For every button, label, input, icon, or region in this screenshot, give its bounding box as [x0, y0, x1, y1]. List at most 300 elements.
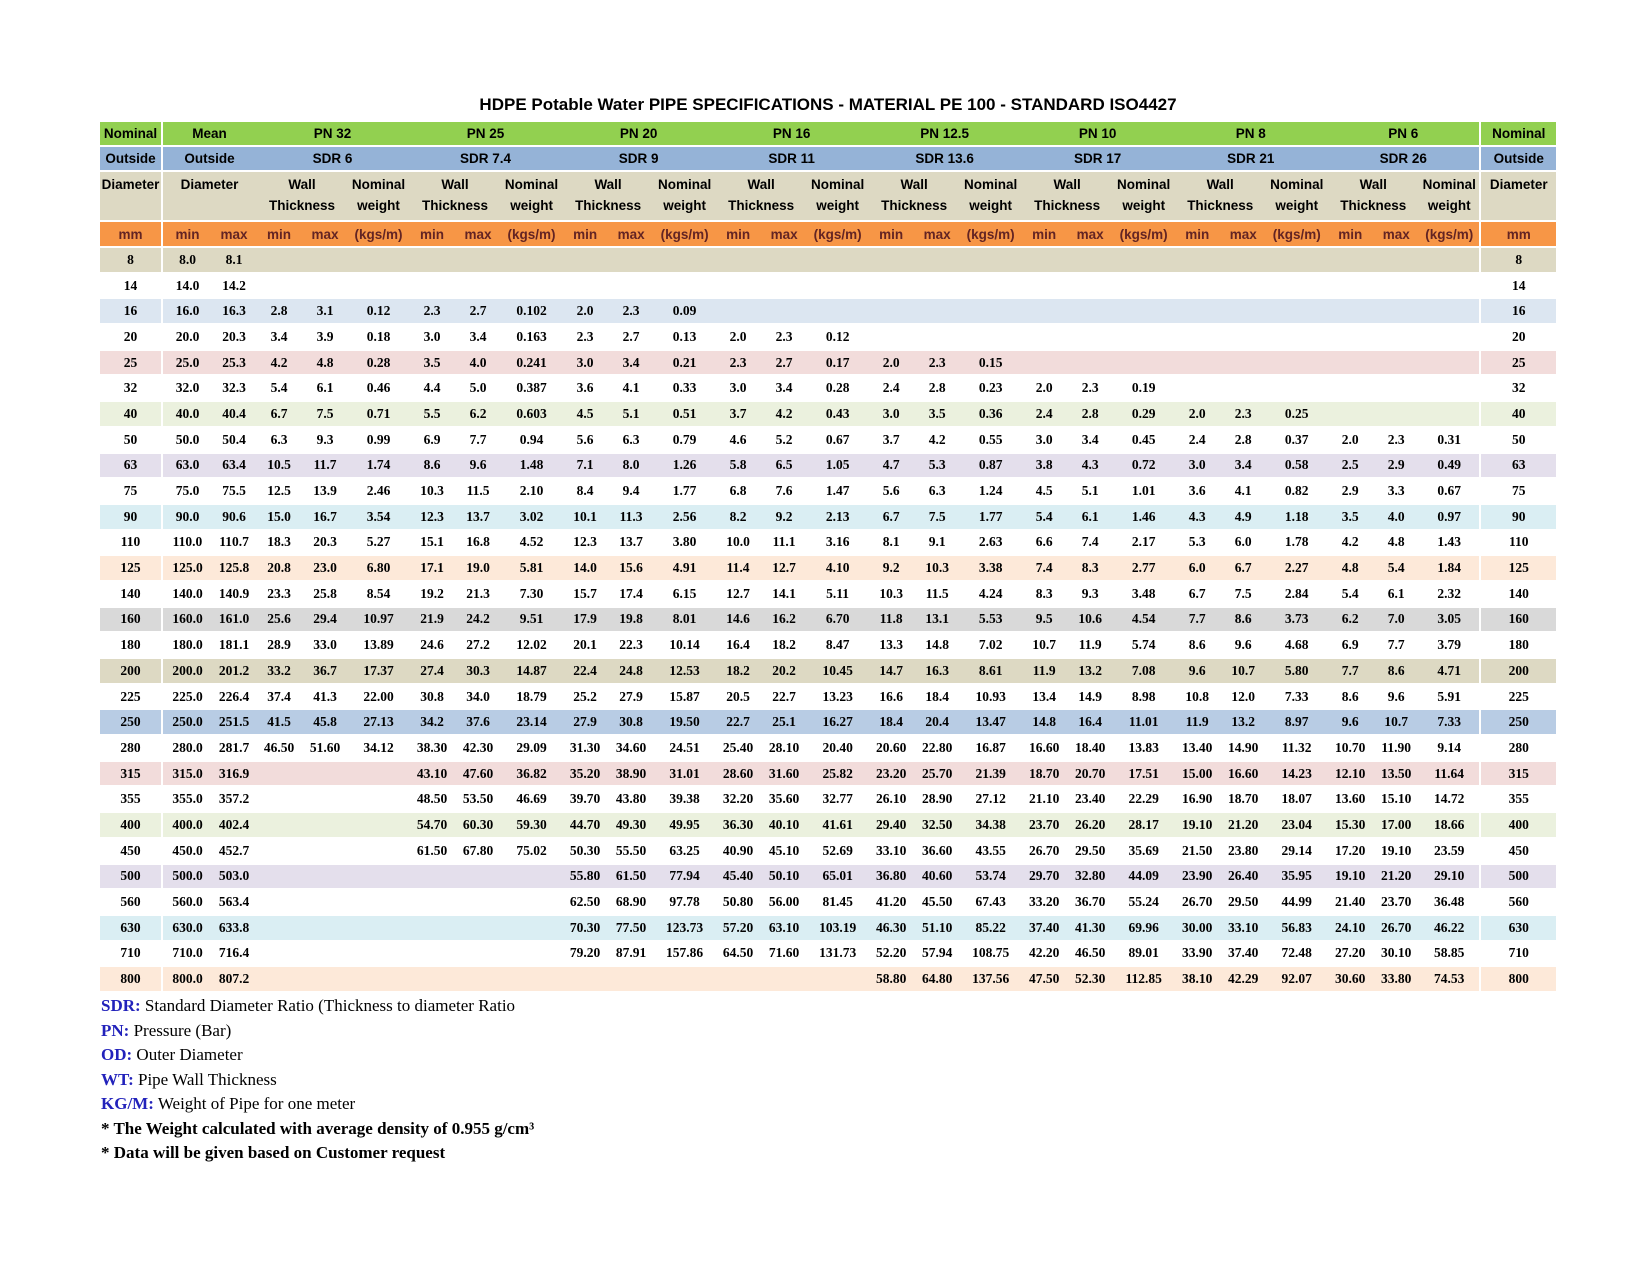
cell: 3.0: [409, 324, 455, 350]
cell: 87.91: [608, 941, 654, 967]
cell: [1266, 298, 1327, 324]
cell: [501, 273, 562, 299]
mean-od-min-cell: 450.0: [162, 838, 212, 864]
cell: 0.387: [501, 375, 562, 401]
nominal-diameter-cell: 110: [100, 530, 162, 556]
wall-thickness-header-2: Wall Thickness: [562, 171, 654, 221]
cell: 27.20: [1327, 941, 1373, 967]
table-row-dn-200: [100, 658, 1556, 684]
cell: 4.1: [608, 375, 654, 401]
cell: 8.54: [348, 581, 409, 607]
cell: [1419, 247, 1480, 273]
cell: 33.2: [256, 658, 302, 684]
pn-header-0: PN 32: [256, 122, 409, 146]
cell: 14.7: [868, 658, 914, 684]
cell: 0.71: [348, 401, 409, 427]
cell: 14.0: [562, 555, 608, 581]
cell: [608, 247, 654, 273]
cell: 49.95: [654, 812, 715, 838]
cell: 1.77: [960, 504, 1021, 530]
kgs-m-header-4: (kgs/m): [960, 221, 1021, 247]
cell: 43.55: [960, 838, 1021, 864]
cell: 18.4: [914, 684, 960, 710]
cell: 25.6: [256, 607, 302, 633]
cell: 35.69: [1113, 838, 1174, 864]
cell: 1.78: [1266, 530, 1327, 556]
min-header-2: min: [562, 221, 608, 247]
table-row-dn-315: [100, 761, 1556, 787]
cell: 3.05: [1419, 607, 1480, 633]
cell: [256, 812, 302, 838]
cell: 0.102: [501, 298, 562, 324]
cell: 10.97: [348, 607, 409, 633]
cell: [1174, 324, 1220, 350]
cell: [807, 273, 868, 299]
cell: 6.1: [1067, 504, 1113, 530]
cell: 0.43: [807, 401, 868, 427]
cell: 6.7: [1174, 581, 1220, 607]
cell: 6.5: [761, 453, 807, 479]
mean-od-min-cell: 14.0: [162, 273, 212, 299]
table-row-dn-180: [100, 632, 1556, 658]
pn-header-7: PN 6: [1327, 122, 1480, 146]
table-row-dn-40: [100, 401, 1556, 427]
cell: 33.80: [1373, 966, 1419, 992]
pn-header-5: PN 10: [1021, 122, 1174, 146]
cell: 10.3: [409, 478, 455, 504]
mean-od-max-cell: 8.1: [212, 247, 256, 273]
nominal-diameter-cell: 32: [100, 375, 162, 401]
cell: [562, 966, 608, 992]
cell: 7.08: [1113, 658, 1174, 684]
cell: 11.9: [1067, 632, 1113, 658]
cell: [1419, 273, 1480, 299]
cell: 44.09: [1113, 864, 1174, 890]
cell: 11.01: [1113, 709, 1174, 735]
cell: 13.23: [807, 684, 868, 710]
cell: [409, 889, 455, 915]
cell: 45.8: [302, 709, 348, 735]
cell: 23.59: [1419, 838, 1480, 864]
mean-od-min-cell: 8.0: [162, 247, 212, 273]
table-row-dn-355: [100, 786, 1556, 812]
cell: 21.10: [1021, 786, 1067, 812]
cell: 0.13: [654, 324, 715, 350]
mean-od-min-cell: 20.0: [162, 324, 212, 350]
mean-od-max-cell: 90.6: [212, 504, 256, 530]
footnote-text: Data will be given based on Customer request: [109, 1143, 446, 1162]
cell: [455, 247, 501, 273]
cell: 16.3: [914, 658, 960, 684]
cell: 1.18: [1266, 504, 1327, 530]
cell: [302, 889, 348, 915]
cell: 12.7: [715, 581, 761, 607]
cell: 37.4: [256, 684, 302, 710]
mean-od-min-cell: 32.0: [162, 375, 212, 401]
nominal-diameter-cell-right: 160: [1480, 607, 1556, 633]
cell: 157.86: [654, 941, 715, 967]
cell: 50.10: [761, 864, 807, 890]
cell: 8.6: [1220, 607, 1266, 633]
cell: 3.3: [1373, 478, 1419, 504]
cell: 13.4: [1021, 684, 1067, 710]
cell: [1327, 350, 1373, 376]
cell: [1220, 273, 1266, 299]
mean-od-header: Mean: [162, 122, 256, 146]
cell: 5.8: [715, 453, 761, 479]
cell: 51.10: [914, 915, 960, 941]
table-row-dn-160: [100, 607, 1556, 633]
cell: 20.1: [562, 632, 608, 658]
cell: 14.8: [914, 632, 960, 658]
cell: 6.2: [1327, 607, 1373, 633]
cell: 27.13: [348, 709, 409, 735]
cell: [1266, 247, 1327, 273]
cell: [1327, 298, 1373, 324]
cell: 4.24: [960, 581, 1021, 607]
cell: 9.3: [1067, 581, 1113, 607]
cell: 6.15: [654, 581, 715, 607]
cell: 47.50: [1021, 966, 1067, 992]
mean-od-min-cell: 315.0: [162, 761, 212, 787]
cell: 13.7: [455, 504, 501, 530]
cell: 11.7: [302, 453, 348, 479]
cell: 15.87: [654, 684, 715, 710]
cell: [501, 247, 562, 273]
mean-od-max-cell: 452.7: [212, 838, 256, 864]
mean-od-min-cell: 800.0: [162, 966, 212, 992]
cell: 9.6: [455, 453, 501, 479]
cell: 27.9: [608, 684, 654, 710]
nominal-weight-header-7: Nominal weight: [1419, 171, 1480, 221]
cell: 26.40: [1220, 864, 1266, 890]
cell: 10.6: [1067, 607, 1113, 633]
cell: 33.10: [868, 838, 914, 864]
cell: 38.90: [608, 761, 654, 787]
cell: 0.15: [960, 350, 1021, 376]
footnote-label: *: [101, 1118, 110, 1138]
cell: [1220, 350, 1266, 376]
cell: 22.3: [608, 632, 654, 658]
nominal-diameter-cell-right: 110: [1480, 530, 1556, 556]
cell: 5.1: [608, 401, 654, 427]
cell: 4.9: [1220, 504, 1266, 530]
cell: 5.11: [807, 581, 868, 607]
pipe-spec-table: [100, 122, 1556, 993]
cell: 5.3: [914, 453, 960, 479]
nominal-diameter-cell-right: 14: [1480, 273, 1556, 299]
cell: 11.9: [1174, 709, 1220, 735]
cell: 9.51: [501, 607, 562, 633]
cell: [608, 966, 654, 992]
cell: 2.3: [1373, 427, 1419, 453]
cell: [1174, 375, 1220, 401]
min-header-5: min: [1021, 221, 1067, 247]
cell: 6.9: [1327, 632, 1373, 658]
cell: [501, 889, 562, 915]
cell: [1373, 401, 1419, 427]
table-row-dn-125: [100, 555, 1556, 581]
nominal-diameter-cell: 125: [100, 555, 162, 581]
cell: 71.60: [761, 941, 807, 967]
cell: 64.50: [715, 941, 761, 967]
footnote-text: Standard Diameter Ratio (Thickness to diameter Ratio: [140, 996, 516, 1015]
nominal-od-header: Diameter: [100, 171, 162, 221]
cell: 39.38: [654, 786, 715, 812]
nominal-diameter-cell-right: 400: [1480, 812, 1556, 838]
cell: 30.60: [1327, 966, 1373, 992]
cell: 29.14: [1266, 838, 1327, 864]
table-row-dn-14: [100, 273, 1556, 299]
cell: 2.46: [348, 478, 409, 504]
cell: 3.38: [960, 555, 1021, 581]
cell: 1.47: [807, 478, 868, 504]
cell: [302, 941, 348, 967]
cell: 24.6: [409, 632, 455, 658]
cell: [256, 247, 302, 273]
cell: 2.17: [1113, 530, 1174, 556]
cell: 26.70: [1373, 915, 1419, 941]
cell: 36.82: [501, 761, 562, 787]
cell: 4.4: [409, 375, 455, 401]
nominal-diameter-cell: 20: [100, 324, 162, 350]
cell: 19.8: [608, 607, 654, 633]
cell: 18.2: [715, 658, 761, 684]
cell: 7.7: [1174, 607, 1220, 633]
cell: 3.0: [1021, 427, 1067, 453]
nominal-diameter-cell-right: 90: [1480, 504, 1556, 530]
cell: 0.49: [1419, 453, 1480, 479]
wall-thickness-header-0: Wall Thickness: [256, 171, 348, 221]
cell: [914, 273, 960, 299]
cell: [1021, 273, 1067, 299]
mean-od-max-cell: 357.2: [212, 786, 256, 812]
cell: 3.48: [1113, 581, 1174, 607]
cell: 4.0: [455, 350, 501, 376]
cell: 10.1: [562, 504, 608, 530]
footnote-0: [101, 994, 534, 1019]
cell: 0.28: [807, 375, 868, 401]
nominal-diameter-cell-right: 250: [1480, 709, 1556, 735]
nominal-diameter-cell: 50: [100, 427, 162, 453]
mean-od-max-cell: 40.4: [212, 401, 256, 427]
mean-od-min-cell: 200.0: [162, 658, 212, 684]
nominal-diameter-cell: 180: [100, 632, 162, 658]
cell: 6.70: [807, 607, 868, 633]
cell: [256, 889, 302, 915]
cell: 24.8: [608, 658, 654, 684]
cell: 10.93: [960, 684, 1021, 710]
sub-header-row: [100, 171, 1556, 221]
cell: 9.2: [761, 504, 807, 530]
cell: 24.10: [1327, 915, 1373, 941]
cell: 63.25: [654, 838, 715, 864]
table-row-dn-800: [100, 966, 1556, 992]
cell: 18.07: [1266, 786, 1327, 812]
cell: 15.10: [1373, 786, 1419, 812]
cell: [1067, 298, 1113, 324]
cell: 22.7: [715, 709, 761, 735]
cell: 74.53: [1419, 966, 1480, 992]
cell: [409, 941, 455, 967]
table-row-dn-63: [100, 453, 1556, 479]
cell: 12.5: [256, 478, 302, 504]
cell: 3.73: [1266, 607, 1327, 633]
cell: 10.45: [807, 658, 868, 684]
cell: [1419, 350, 1480, 376]
cell: 36.80: [868, 864, 914, 890]
cell: 44.99: [1266, 889, 1327, 915]
cell: [409, 966, 455, 992]
cell: 3.79: [1419, 632, 1480, 658]
cell: 41.5: [256, 709, 302, 735]
cell: [1113, 350, 1174, 376]
cell: 50.80: [715, 889, 761, 915]
cell: [302, 761, 348, 787]
cell: 8.98: [1113, 684, 1174, 710]
cell: [501, 915, 562, 941]
cell: 43.10: [409, 761, 455, 787]
cell: [455, 864, 501, 890]
mean-od-max-cell: 251.5: [212, 709, 256, 735]
cell: 65.01: [807, 864, 868, 890]
cell: 0.45: [1113, 427, 1174, 453]
max-header-6: max: [1220, 221, 1266, 247]
cell: 77.94: [654, 864, 715, 890]
cell: 14.1: [761, 581, 807, 607]
max-header-2: max: [608, 221, 654, 247]
mean-od-max-cell: 633.8: [212, 915, 256, 941]
table-row-dn-16: [100, 298, 1556, 324]
nominal-diameter-cell: 90: [100, 504, 162, 530]
cell: 13.1: [914, 607, 960, 633]
mean-od-min-cell: 400.0: [162, 812, 212, 838]
cell: [1067, 350, 1113, 376]
cell: 42.30: [455, 735, 501, 761]
cell: 26.20: [1067, 812, 1113, 838]
cell: 23.0: [302, 555, 348, 581]
max-header-1: max: [455, 221, 501, 247]
mean-od-max-cell: 181.1: [212, 632, 256, 658]
cell: 4.5: [1021, 478, 1067, 504]
cell: 55.24: [1113, 889, 1174, 915]
cell: 0.99: [348, 427, 409, 453]
cell: 2.3: [608, 298, 654, 324]
cell: 40.10: [761, 812, 807, 838]
cell: 6.7: [868, 504, 914, 530]
cell: 7.0: [1373, 607, 1419, 633]
cell: 27.9: [562, 709, 608, 735]
nominal-diameter-cell: 560: [100, 889, 162, 915]
cell: 3.02: [501, 504, 562, 530]
cell: 7.30: [501, 581, 562, 607]
wall-thickness-header-6: Wall Thickness: [1174, 171, 1266, 221]
nominal-od-header: Outside: [100, 146, 162, 171]
cell: 0.36: [960, 401, 1021, 427]
unit-header-row: [100, 221, 1556, 247]
footnote-3: [101, 1068, 534, 1093]
kgs-m-header-7: (kgs/m): [1419, 221, 1480, 247]
nominal-diameter-cell-right: 500: [1480, 864, 1556, 890]
cell: 1.26: [654, 453, 715, 479]
cell: 13.7: [608, 530, 654, 556]
cell: [1220, 247, 1266, 273]
cell: 3.4: [1067, 427, 1113, 453]
cell: 13.47: [960, 709, 1021, 735]
footnote-1: [101, 1019, 534, 1044]
cell: 18.4: [868, 709, 914, 735]
cell: 7.5: [1220, 581, 1266, 607]
cell: 137.56: [960, 966, 1021, 992]
mean-od-min-cell: 225.0: [162, 684, 212, 710]
cell: 10.7: [1373, 709, 1419, 735]
cell: 27.2: [455, 632, 501, 658]
cell: 7.4: [1067, 530, 1113, 556]
cell: [256, 273, 302, 299]
cell: 92.07: [1266, 966, 1327, 992]
nominal-diameter-cell-right: 450: [1480, 838, 1556, 864]
cell: 40.90: [715, 838, 761, 864]
cell: 55.50: [608, 838, 654, 864]
cell: 50.30: [562, 838, 608, 864]
max-header-3: max: [761, 221, 807, 247]
cell: [348, 812, 409, 838]
table-row-dn-500: [100, 864, 1556, 890]
max-header: max: [212, 221, 256, 247]
cell: 20.70: [1067, 761, 1113, 787]
kgs-m-header-1: (kgs/m): [501, 221, 562, 247]
cell: 2.84: [1266, 581, 1327, 607]
cell: [302, 838, 348, 864]
cell: 0.12: [807, 324, 868, 350]
footnotes: [101, 994, 534, 1166]
cell: 27.12: [960, 786, 1021, 812]
cell: 46.69: [501, 786, 562, 812]
cell: 7.1: [562, 453, 608, 479]
cell: [1174, 350, 1220, 376]
cell: [1373, 350, 1419, 376]
wall-thickness-header-5: Wall Thickness: [1021, 171, 1113, 221]
cell: 0.21: [654, 350, 715, 376]
cell: 7.7: [1327, 658, 1373, 684]
cell: [256, 838, 302, 864]
table-body: [100, 247, 1556, 992]
mean-od-max-cell: 140.9: [212, 581, 256, 607]
mean-od-min-cell: 125.0: [162, 555, 212, 581]
cell: 4.52: [501, 530, 562, 556]
cell: 36.7: [302, 658, 348, 684]
pn-header-1: PN 25: [409, 122, 562, 146]
cell: 38.30: [409, 735, 455, 761]
cell: 2.7: [608, 324, 654, 350]
cell: 7.6: [761, 478, 807, 504]
cell: 9.2: [868, 555, 914, 581]
cell: 14.8: [1021, 709, 1067, 735]
cell: [1327, 324, 1373, 350]
kgs-m-header-6: (kgs/m): [1266, 221, 1327, 247]
cell: [562, 273, 608, 299]
sdr-header-3: SDR 11: [715, 146, 868, 171]
cell: 3.7: [868, 427, 914, 453]
cell: [1021, 298, 1067, 324]
cell: 10.8: [1174, 684, 1220, 710]
cell: 11.5: [914, 581, 960, 607]
nominal-diameter-cell-right: 20: [1480, 324, 1556, 350]
cell: 123.73: [654, 915, 715, 941]
cell: 10.5: [256, 453, 302, 479]
cell: [807, 247, 868, 273]
cell: 8.6: [1373, 658, 1419, 684]
